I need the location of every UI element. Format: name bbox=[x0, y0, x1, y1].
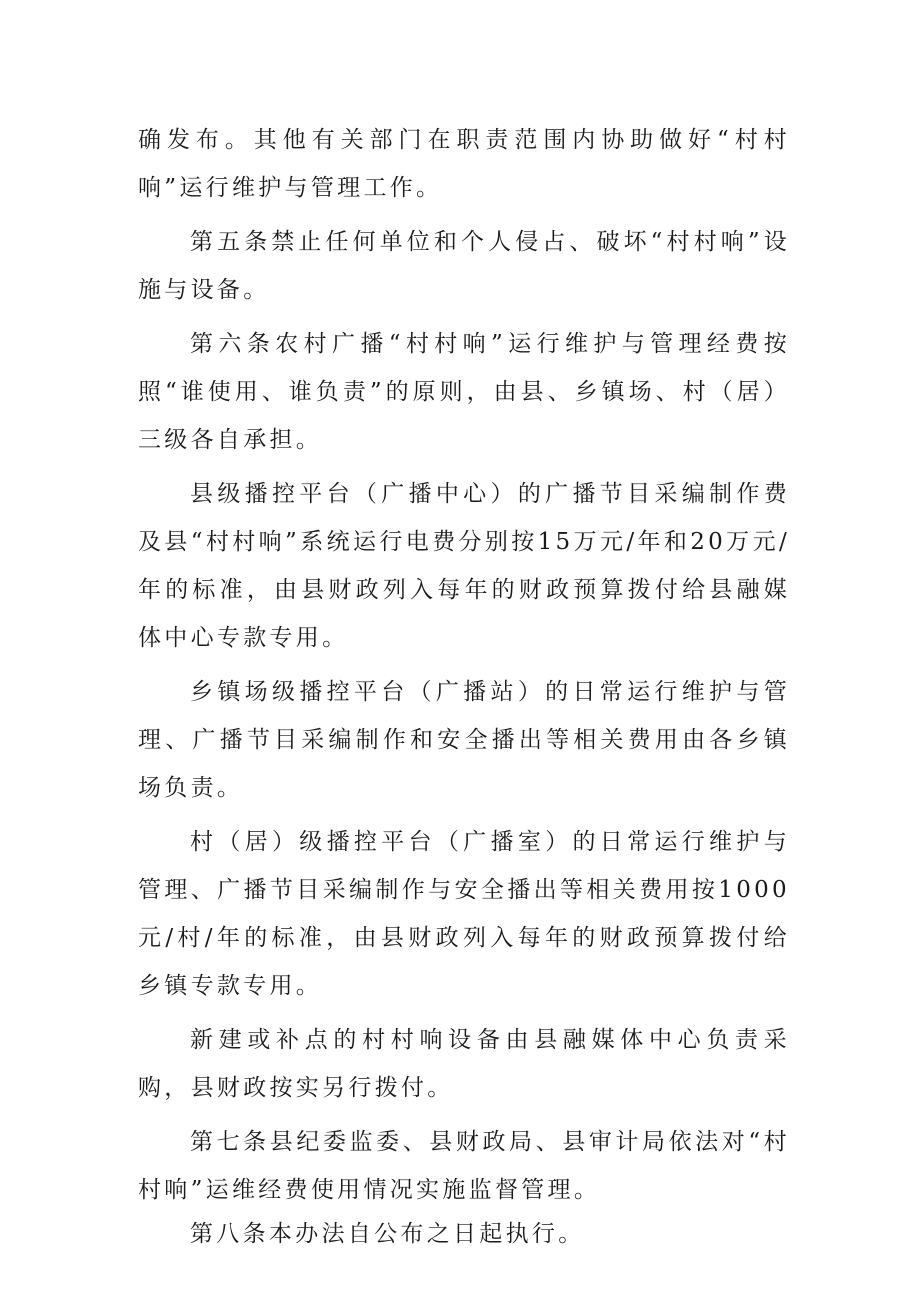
paragraph-county-level: 县级播控平台（广播中心）的广播节目采编制作费及县“村村响”系统运行电费分别按15万元/年和20万元/年的标准，由县财政列入每年的财政预算拨付给县融媒体中心专款专用。 bbox=[138, 481, 790, 651]
paragraph-article-8: 第八条本办法自公布之日起执行。 bbox=[190, 1221, 585, 1247]
paragraph-township-level: 乡镇场级播控平台（广播站）的日常运行维护与管理、广播节目采编制作和安全播出等相关费用由各乡镇场负责。 bbox=[138, 679, 790, 801]
paragraph-article-6: 第六条农村广播“村村响”运行维护与管理经费按照“谁使用、谁负责”的原则，由县、乡镇场、村（居）三级各自承担。 bbox=[138, 331, 790, 453]
paragraph-new-equipment: 新建或补点的村村响设备由县融媒体中心负责采购，县财政按实另行拨付。 bbox=[138, 1027, 790, 1101]
paragraph-village-level: 村（居）级播控平台（广播室）的日常运行维护与管理、广播节目采编制作与安全播出等相关费用按1000元/村/年的标准，由县财政列入每年的财政预算拨付给乡镇专款专用。 bbox=[138, 829, 790, 999]
document-body bbox=[138, 116, 790, 1254]
paragraph-continuation: 确发布。其他有关部门在职责范围内协助做好“村村响”运行维护与管理工作。 bbox=[138, 127, 790, 201]
paragraph-article-5: 第五条禁止任何单位和个人侵占、破坏“村村响”设施与设备。 bbox=[138, 229, 790, 303]
paragraph-article-7: 第七条县纪委监委、县财政局、县审计局依法对“村村响”运维经费使用情况实施监督管理。 bbox=[138, 1129, 790, 1203]
